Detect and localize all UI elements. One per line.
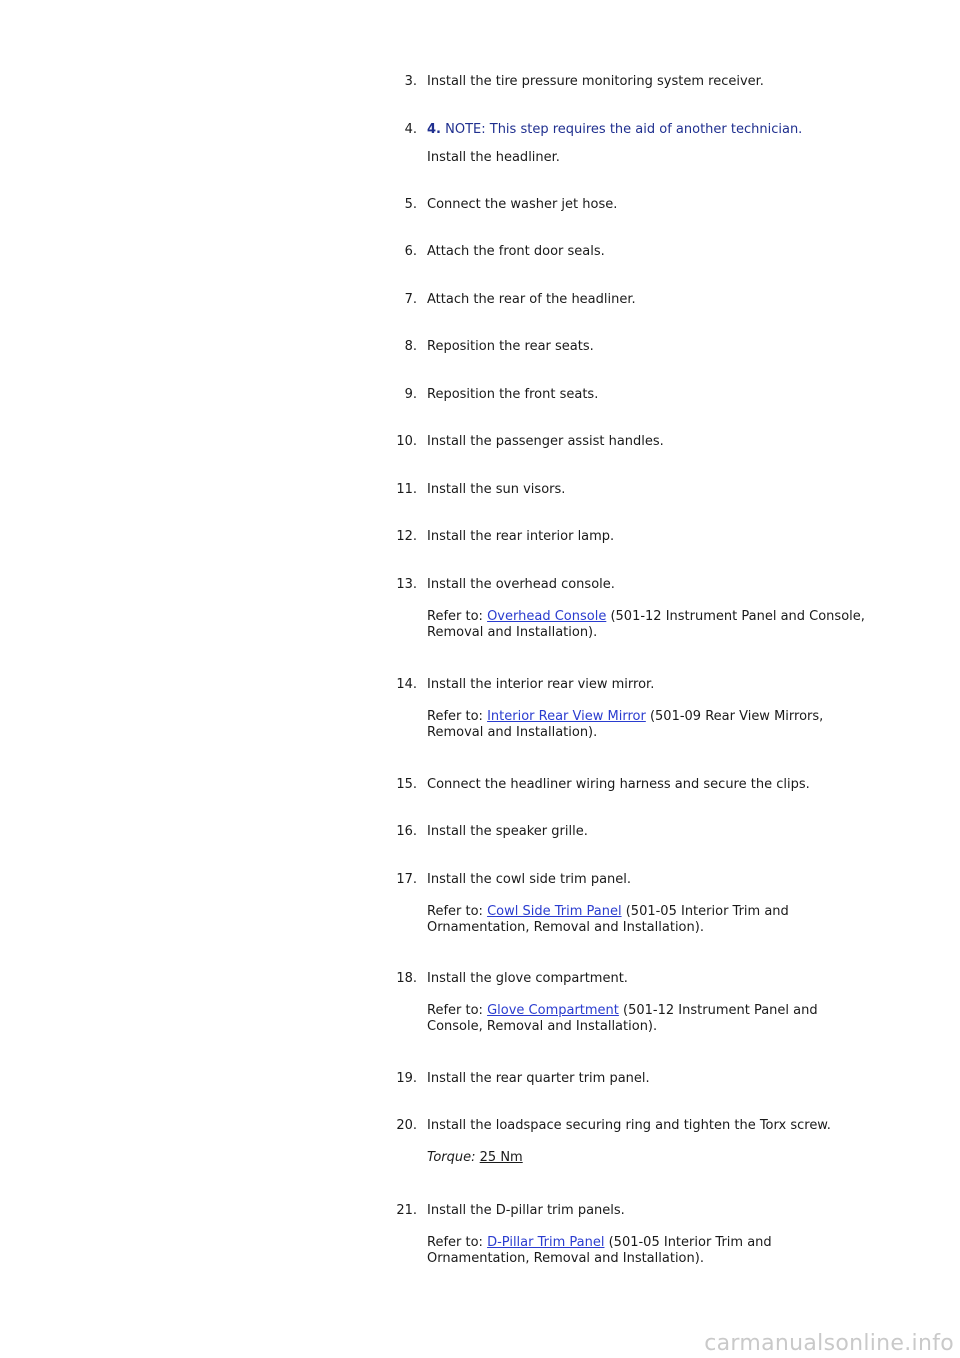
- step-text: Install the tire pressure monitoring system receiver.: [427, 74, 764, 89]
- reference: [427, 1003, 897, 1035]
- d-pillar-trim-panel-link[interactable]: D-Pillar Trim Panel: [487, 1235, 605, 1250]
- step-number: 7.: [404, 292, 417, 307]
- torque-value: 25 Nm: [479, 1150, 523, 1165]
- step-number: 14.: [396, 677, 417, 692]
- step-text: Install the rear interior lamp.: [427, 529, 615, 544]
- step-note: [427, 122, 897, 138]
- step-text: Install the interior rear view mirror.: [427, 677, 655, 692]
- reference-suffix-cont: Removal and Installation).: [427, 625, 598, 640]
- step-number: 11.: [396, 482, 417, 497]
- step-text: Install the headliner.: [427, 150, 560, 165]
- reference-suffix-cont: Removal and Installation).: [427, 725, 598, 740]
- interior-rear-view-mirror-link[interactable]: Interior Rear View Mirror: [487, 709, 646, 724]
- step-number: 16.: [396, 824, 417, 839]
- reference-suffix: (501-05 Interior Trim and: [608, 1235, 772, 1250]
- step-text: Connect the washer jet hose.: [427, 197, 618, 212]
- step-number: 12.: [396, 529, 417, 544]
- step-text: Reposition the rear seats.: [427, 339, 594, 354]
- step-number: 9.: [404, 387, 417, 402]
- step-number: 17.: [396, 872, 417, 887]
- reference: [427, 609, 897, 641]
- step-number: 4.: [404, 122, 417, 137]
- step-text: Install the overhead console.: [427, 577, 615, 592]
- reference-prefix: Refer to:: [427, 709, 483, 724]
- reference: [427, 1235, 897, 1267]
- step-text: Reposition the front seats.: [427, 387, 599, 402]
- reference-suffix: (501-09 Rear View Mirrors,: [649, 709, 824, 724]
- torque-spec: [427, 1150, 897, 1166]
- reference-suffix: (501-12 Instrument Panel and: [623, 1003, 818, 1018]
- step-text: Install the speaker grille.: [427, 824, 588, 839]
- watermark: carmanualsonline.info: [704, 1331, 954, 1356]
- step-text: Attach the front door seals.: [427, 244, 605, 259]
- step-number: 15.: [396, 777, 417, 792]
- torque-label: Torque:: [427, 1150, 476, 1165]
- step-text: Install the passenger assist handles.: [427, 434, 664, 449]
- step-text: Install the cowl side trim panel.: [427, 872, 632, 887]
- step-text: Attach the rear of the headliner.: [427, 292, 636, 307]
- overhead-console-link[interactable]: Overhead Console: [487, 609, 607, 624]
- step-text: Install the D-pillar trim panels.: [427, 1203, 625, 1218]
- step-number: 19.: [396, 1071, 417, 1086]
- step-text: Install the sun visors.: [427, 482, 566, 497]
- step-text: Install the loadspace securing ring and tighten the Torx screw.: [427, 1118, 831, 1133]
- step-number: 20.: [396, 1118, 417, 1133]
- step-number: 5.: [404, 197, 417, 212]
- reference: [427, 904, 897, 936]
- step-number: 8.: [404, 339, 417, 354]
- step-number: 13.: [396, 577, 417, 592]
- reference-suffix: (501-12 Instrument Panel and Console,: [610, 609, 865, 624]
- step-number: 6.: [404, 244, 417, 259]
- step-number: 18.: [396, 971, 417, 986]
- glove-compartment-link[interactable]: Glove Compartment: [487, 1003, 619, 1018]
- reference-prefix: Refer to:: [427, 609, 483, 624]
- step-number: 10.: [396, 434, 417, 449]
- reference-prefix: Refer to:: [427, 1235, 483, 1250]
- reference: [427, 709, 897, 741]
- step-text: Install the glove compartment.: [427, 971, 628, 986]
- note-text: NOTE: This step requires the aid of another technician.: [445, 122, 803, 137]
- reference-suffix-cont: Ornamentation, Removal and Installation).: [427, 1251, 704, 1266]
- step-text: Connect the headliner wiring harness and secure the clips.: [427, 777, 810, 792]
- step-number: 3.: [404, 74, 417, 89]
- reference-suffix-cont: Ornamentation, Removal and Installation).: [427, 920, 704, 935]
- reference-prefix: Refer to:: [427, 1003, 483, 1018]
- reference-suffix-cont: Console, Removal and Installation).: [427, 1019, 658, 1034]
- reference-suffix: (501-05 Interior Trim and: [625, 904, 789, 919]
- step-text: Install the rear quarter trim panel.: [427, 1071, 650, 1086]
- cowl-side-trim-panel-link[interactable]: Cowl Side Trim Panel: [487, 904, 622, 919]
- step-number: 21.: [396, 1203, 417, 1218]
- note-step-number: 4.: [427, 122, 441, 137]
- reference-prefix: Refer to:: [427, 904, 483, 919]
